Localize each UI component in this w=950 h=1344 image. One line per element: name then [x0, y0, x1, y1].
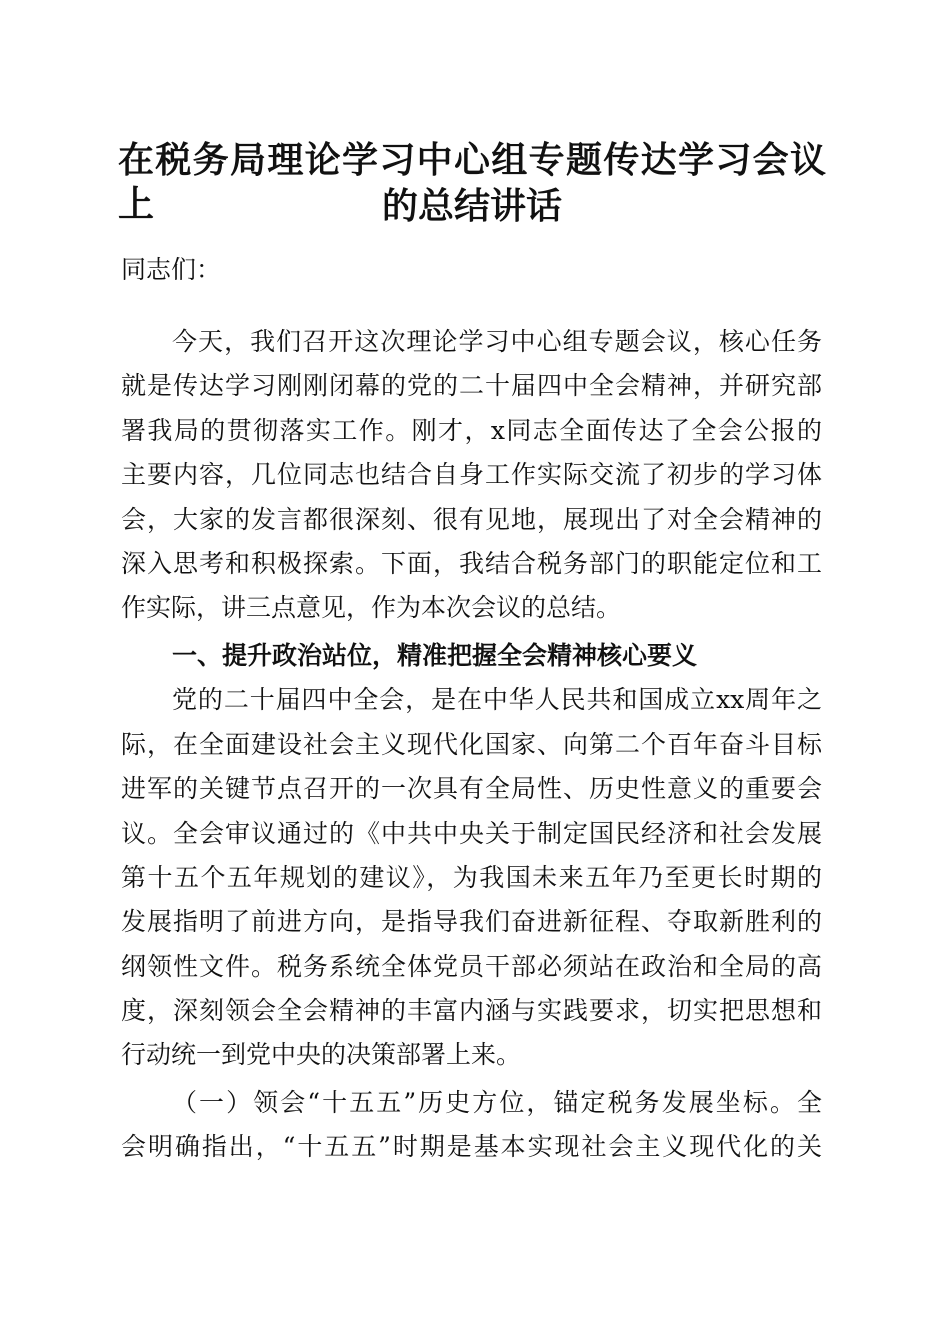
- text-line: 深入思考和积极探索。下面，我结合税务部门的职能定位和工: [121, 549, 822, 578]
- text-line: 际，在全面建设社会主义现代化国家、向第二个百年奋斗目标: [121, 730, 822, 759]
- text-line: 进军的关键节点召开的一次具有全局性、历史性意义的重要会: [121, 774, 822, 803]
- text-line: （一）领会“十五五”历史方位，锚定税务发展坐标。全: [172, 1088, 822, 1117]
- document-title-line-2: 的总结讲话: [381, 185, 562, 227]
- text-line: 主要内容，几位同志也结合自身工作实际交流了初步的学习体: [121, 460, 822, 489]
- text-line: 会，大家的发言都很深刻、很有见地，展现出了对全会精神的: [121, 505, 822, 534]
- text-line: 发展指明了前进方向，是指导我们奋进新征程、夺取新胜利的: [121, 907, 822, 936]
- document-title-line-1: 在税务局理论学习中心组专题传达学习会议上: [118, 139, 826, 225]
- salutation: 同志们：: [121, 255, 222, 284]
- text-line: 会明确指出，“十五五”时期是基本实现社会主义现代化的关: [121, 1132, 822, 1161]
- text-line: 署我局的贯彻落实工作。刚才，x同志全面传达了全会公报的: [121, 416, 822, 445]
- text-line: 党的二十届四中全会，是在中华人民共和国成立xx周年之: [172, 685, 822, 714]
- text-line: 就是传达学习刚刚闭幕的党的二十届四中全会精神，并研究部: [121, 371, 822, 400]
- text-line: 度，深刻领会全会精神的丰富内涵与实践要求，切实把思想和: [121, 996, 822, 1025]
- text-line: 议。全会审议通过的《中共中央关于制定国民经济和社会发展: [121, 819, 822, 848]
- text-line: 第十五个五年规划的建议》，为我国未来五年乃至更长时期的: [121, 863, 822, 892]
- text-line: 今天，我们召开这次理论学习中心组专题会议，核心任务: [172, 327, 822, 356]
- text-line: 行动统一到党中央的决策部署上来。: [121, 1040, 522, 1069]
- section-heading: 一、提升政治站位，精准把握全会精神核心要义: [172, 641, 698, 670]
- text-line: 作实际，讲三点意见，作为本次会议的总结。: [121, 593, 622, 622]
- text-line: 纲领性文件。税务系统全体党员干部必须站在政治和全局的高: [121, 952, 822, 981]
